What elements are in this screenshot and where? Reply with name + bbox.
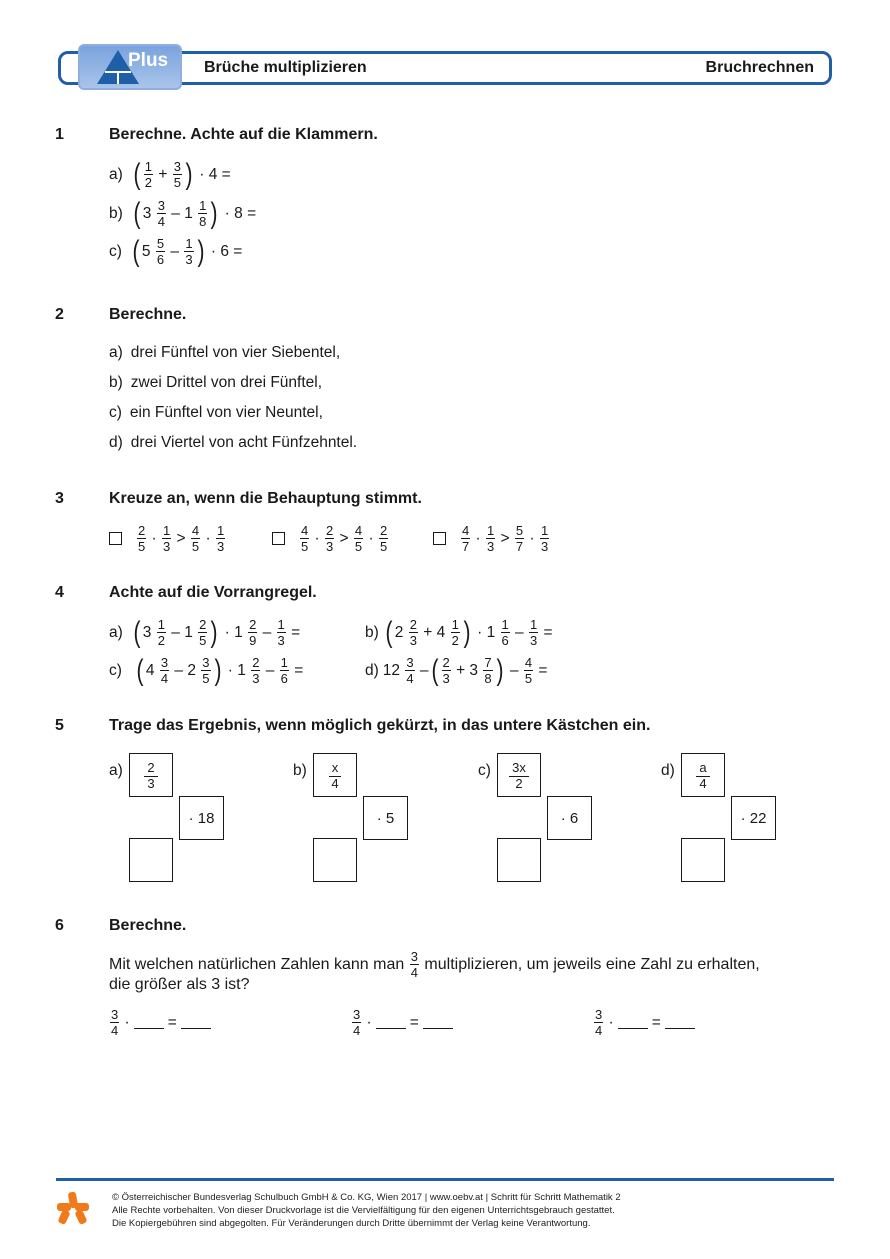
fraction-box: 3x 2 [497,753,541,797]
task4-b: b) ( 2 $\frac{2}{3}$ + 4 $\frac{1}{2}$ ) · 1 $\frac{1}{6}$ – $\frac{1}{3}$ = [365,615,553,649]
task6-blank-2: $\frac{3}{4}$ · = [351,1008,457,1037]
task6-question: Mit welchen natürlichen Zahlen kann man $\frac{3}{4}$ multiplizieren, um jeweils eine Zahl zu erhalten, [109,949,760,980]
task-number: 3 [55,490,64,507]
task-title: Trage das Ergebnis, wenn möglich gekürzt, in das untere Kästchen ein. [109,717,651,734]
task3-claim-1: $\frac{2}{5}$ · $\frac{1}{3}$ > $\frac{4}{5}$ · $\frac{1}{3}$ [109,524,226,553]
answer-blank[interactable] [423,1016,453,1029]
checkbox[interactable] [272,532,285,545]
item-label: a) [109,762,123,779]
answer-box[interactable] [497,838,541,882]
answer-box[interactable] [129,838,173,882]
task6-question-line2: die größer als 3 ist? [109,976,250,993]
publisher-logo-icon [55,1190,91,1226]
task1-b: b) ( 3 $\frac{3}{4}$ – 1 $\frac{1}{8}$ ) · 8 = [109,196,257,230]
factor-box: · 22 [731,796,776,840]
task2-item: c) ein Fünftel von vier Neuntel, [109,404,323,421]
factor-box: · 6 [547,796,592,840]
task-number: 6 [55,917,64,934]
item-label: b) [293,762,307,779]
task-title: Berechne. [109,917,187,934]
answer-blank[interactable] [181,1016,211,1029]
answer-blank[interactable] [665,1016,695,1029]
task4-c: c) ( 4 $\frac{3}{4}$ – 2 $\frac{3}{5}$ ) · 1 $\frac{2}{3}$ – $\frac{1}{6}$ = [109,653,304,687]
factor-box: · 5 [363,796,408,840]
task-title: Achte auf die Vorrangregel. [109,584,317,601]
task6-blank-3: $\frac{3}{4}$ · = [593,1008,699,1037]
answer-blank[interactable] [134,1016,164,1029]
task-number: 5 [55,717,64,734]
fraction-box: x 4 [313,753,357,797]
fraction-box: 2 3 [129,753,173,797]
task3-claim-3: $\frac{4}{7}$ · $\frac{1}{3}$ > $\frac{5}{7}$ · $\frac{1}{3}$ [433,524,550,553]
item-label: c) [478,762,491,779]
logo-text: Plus [128,50,169,71]
task6-blank-1: $\frac{3}{4}$ · = [109,1008,215,1037]
answer-blank[interactable] [618,1016,648,1029]
task-number: 1 [55,126,64,143]
answer-blank[interactable] [376,1016,406,1029]
task1-c: c) ( 5 $\frac{5}{6}$ – $\frac{1}{3}$ ) · 6 = [109,234,243,268]
fraction-box: a 4 [681,753,725,797]
task2-item: b) zwei Drittel von drei Fünftel, [109,374,323,391]
task2-item: d) drei Viertel von acht Fünfzehntel. [109,434,358,451]
task4-a: a) ( 3 $\frac{1}{2}$ – 1 $\frac{2}{5}$ ) · 1 $\frac{2}{9}$ – $\frac{1}{3}$ = [109,615,301,649]
answer-box[interactable] [681,838,725,882]
task-number: 2 [55,306,64,323]
task4-d: d) 12 $\frac{3}{4}$ – ( $\frac{2}{3}$ + 3 $\frac{7}{8}$ ) – $\frac{4}{5}$ = [365,653,548,687]
footer-copyright: © Österreichischer Bundesverlag Schulbuch GmbH & Co. KG, Wien 2017 | www.oebv.at | Schritt für Schritt Mathematik 2 Alle Rechte vorbehalten. Von dieser Druckvorlage ist die Vervielfältigung für den eigenen Unterrichtsgebrauch gestattet. Die Kopiergebühren sind abgegolten. Für Veränderungen durch Dritte übernimmt der Verlag keine Verantwortung. [112,1192,621,1229]
item-label: a) [109,165,123,183]
task-title: Kreuze an, wenn die Behauptung stimmt. [109,490,422,507]
footer-divider [56,1178,834,1181]
item-label: b) [109,204,123,222]
checkbox[interactable] [433,532,446,545]
page-category: Bruchrechnen [705,59,814,76]
answer-box[interactable] [313,838,357,882]
task3-claim-2: $\frac{4}{5}$ · $\frac{2}{3}$ > $\frac{4}{5}$ · $\frac{2}{5}$ [272,524,389,553]
factor-box: · 18 [179,796,224,840]
item-label: d) [661,762,675,779]
task-number: 4 [55,584,64,601]
task-title: Berechne. [109,306,187,323]
task2-item: a) drei Fünftel von vier Siebentel, [109,344,341,361]
item-label: c) [109,242,122,260]
task-title: Berechne. Achte auf die Klammern. [109,126,378,143]
page-title: Brüche multiplizieren [204,59,367,76]
checkbox[interactable] [109,532,122,545]
task1-a: a) ( $\frac{1}{2}$ + $\frac{3}{5}$ ) · 4 = [109,157,231,191]
